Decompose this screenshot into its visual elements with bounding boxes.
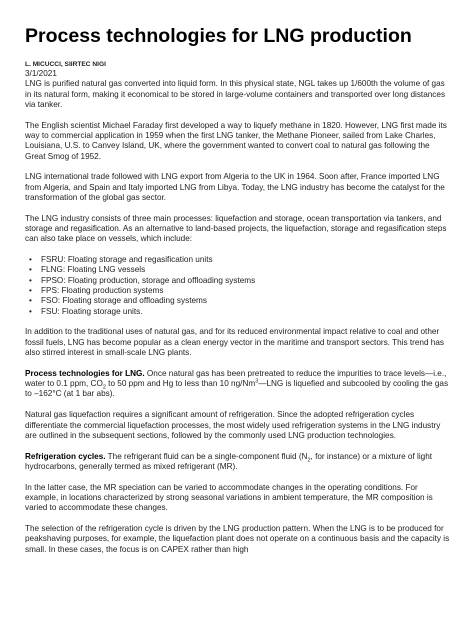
paragraph-intro: LNG is purified natural gas converted into liquid form. In this physical state, NGL takes up 1/600th the volume of gas in its natural form, making it economical to be stored in large-volume containers and transported over long distances via tanker. [25,79,446,109]
paragraph-uses: In addition to the traditional uses of natural gas, and for its reduced environmental impact relative to coal and other fossil fuels, LNG has become popular as a clean energy vector in the maritime and transport sectors. This trend has also stirred interest in small-scale LNG plants. [25,327,444,358]
paragraph-refrigeration-cycles: Refrigeration cycles. The refrigerant fluid can be a single-component fluid ($N_2$, for instance) or a mixture of light hydrocarbons, generally termed as mixed refrigerant (MR). [25,451,433,471]
list-item: • FSO: Floating storage and offloading systems [29,296,207,306]
list-item: • FPSO: Floating production, storage and offloading systems [29,275,256,285]
list-item: • FSRU: Floating storage and regasification units [29,255,213,265]
paragraph-liquefaction: Natural gas liquefaction requires a significant amount of refrigeration. Since the adopted refrigeration cycles differentiate the commercial liquefaction processes, the most widely used refrigeration systems in the LNG industry are outlined in the subsequent sections, followed by the commonly used LNG production technologies. [25,410,441,440]
paragraph-history: The English scientist Michael Faraday first developed a way to liquefy methane in 1820. However, LNG first made its way to commercial application in 1959 when the first LNG tanker, the Methane Pioneer, sailed from Lake Charles, Louisiana, U.S. to Canvey Island, UK, where the government wanted to convert coal to natural gas following the Great Smog of 1952. [25,120,447,161]
section-heading-refrigeration-cycles: Refrigeration cycles. [25,451,106,461]
bullet-icon: • [29,275,32,285]
paragraph-process-technologies: Process technologies for LNG. Once natural gas has been pretreated to reduce the impurities to trace levels—i.e., water to 0.1 ppm, $CO_2$ to 50 ppm and Hg to less than 10 ng/Nm$^3$—LNG is liquefied and subcooled by cooling the gas to –162°C (at 1 bar abs). [25,368,449,399]
author-line: L. MICUCCI, SIIRTEC NIGI [25,61,106,68]
bullet-icon: • [29,286,32,296]
bullet-icon: • [29,296,32,306]
list-item: • FLNG: Floating LNG vessels [29,265,146,275]
list-item: • FSU: Floating storage units. [29,306,143,316]
list-item: • FPS: Floating production systems [29,286,164,296]
bullet-icon: • [29,255,32,265]
section-heading-process-technologies: Process technologies for LNG. [25,368,145,378]
vessel-list [25,255,450,317]
publication-date: 3/1/2021 [25,69,57,78]
paragraph-trade: LNG international trade followed with LNG export from Algeria to the UK in 1964. Soon after, France imported LNG from Algeria, and Spain and Italy imported LNG from Libya. Today, the LNG industry has become the catalyst for the transformation of the global gas sector. [25,172,445,202]
paragraph-cycle-selection: The selection of the refrigeration cycle is driven by the LNG production pattern. When the LNG is to be produced for peakshaving purposes, for example, the liquefaction plant does not operate on a continuous basis and the capacity is small. In these cases, the focus is on CAPEX rather than high [25,524,450,554]
bullet-icon: • [29,265,32,275]
bullet-icon: • [29,306,32,316]
paragraph-processes: The LNG industry consists of three main processes: liquefaction and storage, ocean transportation via tankers, and storage and regasification. As an alternative to land-based projects, the liquefaction, storage and regasification steps can also take place on vessels, which include: [25,213,447,244]
paragraph-mr-speciation: In the latter case, the MR speciation can be varied to accommodate changes in the operating conditions. For example, in locations characterized by strong seasonal variations in ambient temperature, the MR composition is varied to accommodate these changes. [25,482,433,513]
document-title: Process technologies for LNG production [25,25,412,47]
document-page [25,25,450,565]
